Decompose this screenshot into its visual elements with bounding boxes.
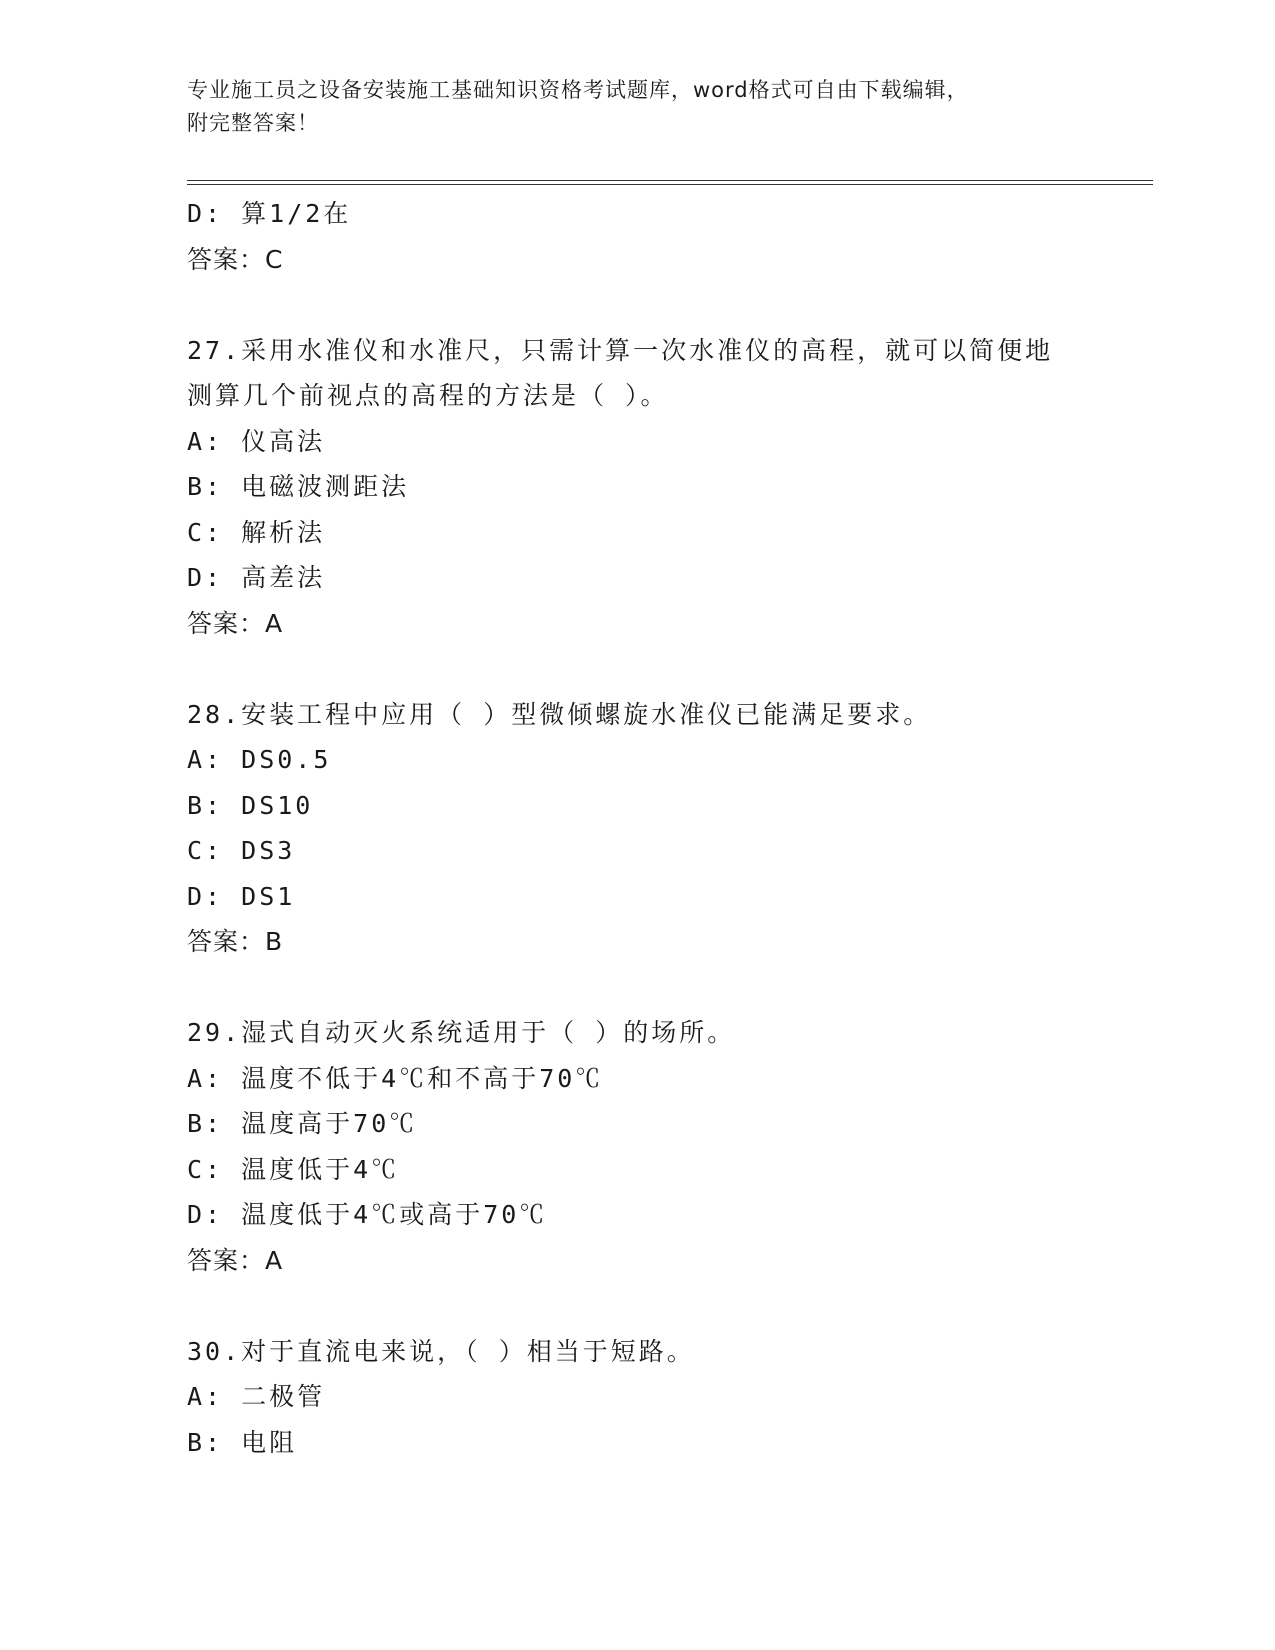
header-divider-bottom [187, 184, 1153, 185]
question-stem: 27.采用水准仪和水准尺，只需计算一次水准仪的高程，就可以简便地 [187, 335, 1054, 365]
option-d: D: 温度低于4℃或高于70℃ [187, 1200, 548, 1229]
spacer [187, 965, 1087, 1011]
answer-line: 答案：B [187, 927, 284, 956]
answer-line: 答案：C [187, 244, 284, 274]
option-c: C: DS3 [187, 836, 296, 865]
option-b: B: 电阻 [187, 1427, 298, 1457]
option-b: B: 温度高于70℃ [187, 1109, 418, 1138]
answer-line: 答案：A [187, 1245, 284, 1275]
option-d: D: 算1/2在 [187, 199, 352, 228]
previous-question-tail [187, 191, 1087, 282]
page-header [187, 74, 1087, 140]
question-stem: 30.对于直流电来说，（ ）相当于短路。 [187, 1336, 695, 1366]
option-c: C: 温度低于4℃ [187, 1154, 400, 1184]
option-b: B: DS10 [187, 790, 314, 820]
question-30 [187, 1329, 1087, 1466]
option-a: A: 温度不低于4℃和不高于70℃ [187, 1063, 604, 1093]
header-divider-top [187, 180, 1153, 181]
question-stem: 29.湿式自动灭火系统适用于（ ）的场所。 [187, 1018, 736, 1047]
option-a: A: DS0.5 [187, 745, 332, 774]
question-29 [187, 1010, 1087, 1283]
spacer [187, 1283, 1087, 1329]
answer-line: 答案：A [187, 608, 284, 638]
header-title-line-1: 专业施工员之设备安装施工基础知识资格考试题库，word格式可自由下载编辑， [187, 78, 969, 102]
option-c: C: 解析法 [187, 517, 326, 547]
question-stem: 28.安装工程中应用（ ）型微倾螺旋水准仪已能满足要求。 [187, 699, 932, 729]
spacer [187, 646, 1087, 692]
question-27 [187, 328, 1087, 647]
question-content [187, 191, 1087, 1465]
question-28 [187, 692, 1087, 965]
spacer [187, 282, 1087, 328]
option-d: D: 高差法 [187, 563, 326, 592]
option-d: D: DS1 [187, 881, 296, 911]
option-a: A: 仪高法 [187, 426, 326, 456]
option-a: A: 二极管 [187, 1382, 326, 1411]
question-stem-continued: 测算几个前视点的高程的方法是（ ）。 [187, 381, 669, 410]
option-b: B: 电磁波测距法 [187, 472, 410, 501]
header-title-line-2: 附完整答案！ [187, 111, 319, 135]
